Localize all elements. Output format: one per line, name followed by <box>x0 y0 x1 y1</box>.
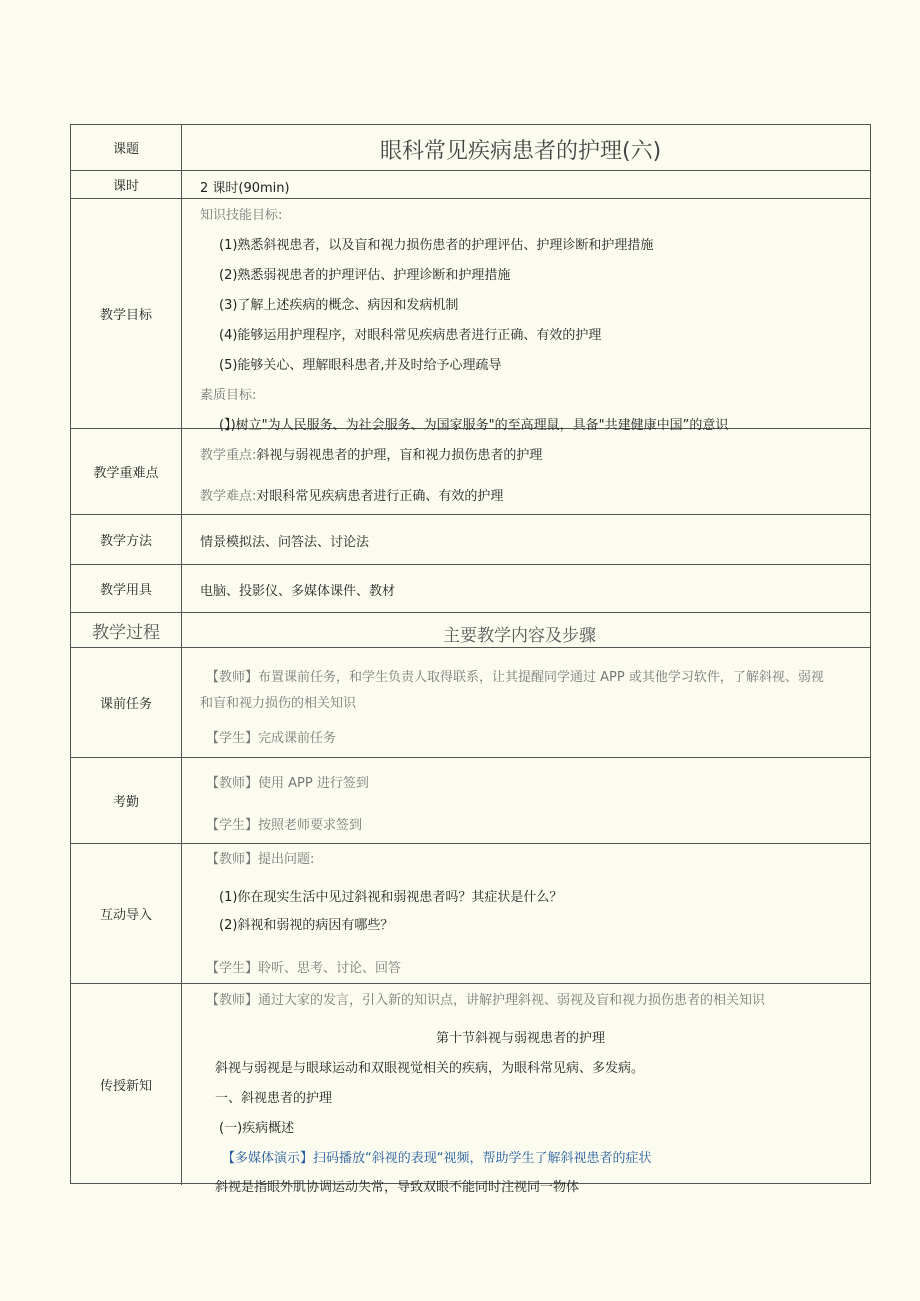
pre-class-student <box>206 727 336 746</box>
objective-item: (2)熟悉弱视患者的护理评估、护理诊断和护理措施 <box>219 268 511 283</box>
teacher-tag: 【教师】 <box>206 670 259 685</box>
heading-2: (一)疾病概述 <box>219 1121 295 1136</box>
student-text: 完成课前任务 <box>258 731 337 746</box>
new-knowledge-teacher <box>206 989 765 1008</box>
difficulty-text: 对眼科常见疾病患者进行正确、有效的护理 <box>256 489 504 504</box>
attendance-row <box>71 758 870 844</box>
tools-label: 教学用具 <box>71 565 182 612</box>
student-tag: 【学生】 <box>206 961 259 976</box>
intro-question: (1)你在现实生活中见过斜视和弱视患者吗？其症状是什么？ <box>219 890 563 905</box>
methods-value: 情景模拟法、问答法、讨论法 <box>200 535 370 550</box>
methods-row <box>71 515 870 565</box>
objectives-row <box>71 199 870 433</box>
hours-value: 2 课时(90min) <box>200 181 290 196</box>
hours-row <box>71 171 870 199</box>
methods-label: 教学方法 <box>71 515 182 564</box>
pre-class-row <box>71 648 870 758</box>
hours-label: 课时 <box>71 171 182 198</box>
student-text: 按照老师要求签到 <box>258 818 363 833</box>
focus-tag: 教学重点: <box>200 448 257 463</box>
focus-line <box>200 444 542 463</box>
title-label: 课题 <box>71 125 182 170</box>
intro-question: (2)斜视和弱视的病因有哪些？ <box>219 918 394 933</box>
heading-1: 一、斜视患者的护理 <box>215 1091 333 1106</box>
intro-paragraph: 斜视与弱视是与眼球运动和双眼视觉相关的疾病，为眼科常见病、多发病。 <box>215 1061 645 1076</box>
student-tag: 【学生】 <box>206 818 259 833</box>
key-points-row <box>71 429 870 515</box>
cut-paragraph: 斜视是指眼外肌协调运动失常，导致双眼不能同时注视同一物体 <box>215 1180 580 1195</box>
teacher-text: 提出问题: <box>258 852 315 867</box>
teacher-tag: 【教师】 <box>206 852 259 867</box>
lesson-title: 眼科常见疾病患者的护理(六) <box>380 139 662 164</box>
objective-item: (1)熟悉斜视患者，以及盲和视力损伤患者的护理评估、护理诊断和护理措施 <box>219 238 654 253</box>
pre-class-teacher <box>206 666 824 685</box>
difficulty-tag: 教学难点: <box>200 489 257 504</box>
attendance-label: 考勤 <box>71 758 182 843</box>
objectives-label: 教学目标 <box>71 199 182 428</box>
process-label: 教学过程 <box>71 613 182 647</box>
teacher-text: 通过大家的发言，引入新的知识点，讲解护理斜视、弱视及盲和视力损伤患者的相关知识 <box>258 993 766 1008</box>
knowledge-heading: 知识技能目标: <box>200 208 283 223</box>
attendance-teacher <box>206 772 369 791</box>
lesson-plan-table <box>70 124 871 1195</box>
intro-row <box>71 844 870 984</box>
new-knowledge-row <box>71 984 870 1195</box>
focus-text: 斜视与弱视患者的护理，盲和视力损伤患者的护理 <box>256 448 543 463</box>
key-points-label: 教学重难点 <box>71 429 182 514</box>
quality-heading: 素质目标: <box>200 388 257 403</box>
section-title: 第十节斜视与弱视患者的护理 <box>436 1031 606 1046</box>
intro-student <box>206 957 401 976</box>
teacher-text: 布置课前任务，和学生负责人取得联系，让其提醒同学通过 APP 或其他学习软件，了解斜视、弱视 <box>258 670 824 685</box>
media-demo <box>222 1147 652 1166</box>
difficulty-line <box>200 485 503 504</box>
teacher-tag: 【教师】 <box>206 993 259 1008</box>
quality-item: (】)树立"为人民服务、为社会服务、为国家服务"的至高理鼠，具备"共建健康中国”的意识 <box>219 418 729 433</box>
student-text: 聆听、思考、讨论、回答 <box>258 961 402 976</box>
objective-item: (5)能够关心、理解眼科患者,并及时给予心理疏导 <box>219 358 502 373</box>
process-header-row <box>71 613 870 648</box>
teacher-tag: 【教师】 <box>206 776 259 791</box>
new-knowledge-label: 传授新知 <box>71 984 182 1185</box>
intro-label: 互动导入 <box>71 844 182 983</box>
teacher-text: 使用 APP 进行签到 <box>258 776 369 791</box>
tools-value: 电脑、投影仪、多媒体课件、教材 <box>200 584 396 599</box>
pre-class-label: 课前任务 <box>71 648 182 757</box>
pre-class-teacher-cont: 和盲和视力损伤的相关知识 <box>200 696 357 711</box>
media-text: 扫码播放“斜视的表现“视频，帮助学生了解斜视患者的症状 <box>313 1151 652 1166</box>
process-heading: 主要教学内容及步骤 <box>443 626 596 646</box>
tools-row <box>71 565 870 613</box>
objective-item: (3)了解上述疾病的概念、病因和发病机制 <box>219 298 459 313</box>
media-tag: 【多媒体演示】 <box>222 1151 314 1166</box>
student-tag: 【学生】 <box>206 731 259 746</box>
title-row <box>71 125 870 171</box>
objective-item: (4)能够运用护理程序，对眼科常见疾病患者进行正确、有效的护理 <box>219 328 602 343</box>
intro-teacher <box>206 848 314 867</box>
attendance-student <box>206 814 362 833</box>
